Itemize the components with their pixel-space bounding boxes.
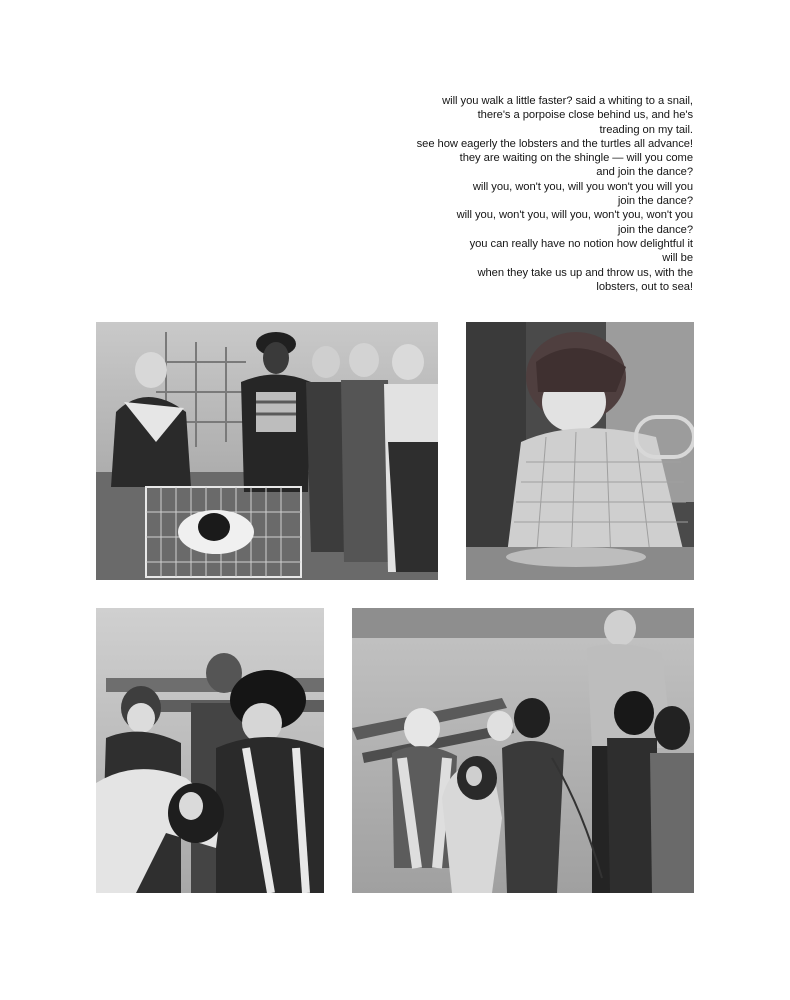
children-with-caged-rabbit-photo: [96, 322, 438, 580]
poem-line-7: will you, won't you, will you won't you will you: [472, 180, 693, 193]
poem-line-3: treading on my tail.: [599, 123, 693, 136]
poem-text-block: [400, 94, 693, 294]
children-petting-goat-photo: [96, 608, 324, 893]
children-with-goat-and-teacher-photo: [352, 608, 694, 893]
poem-line-11: you can really have no notion how delightful it: [469, 237, 693, 250]
poem-line-12: will be: [662, 252, 693, 265]
poem-line-13: when they take us up and throw us, with the: [477, 266, 693, 279]
poem-line-8: join the dance?: [617, 195, 693, 208]
poem-line-2: there's a porpoise close behind us, and he's: [477, 109, 693, 122]
poem-line-6: and join the dance?: [596, 166, 693, 179]
poem-line-9: will you, won't you, will you, won't you, won't you: [456, 209, 693, 222]
poem-line-5: they are waiting on the shingle — will you come: [459, 152, 693, 165]
poem-line-4: see how eagerly the lobsters and the turtles all advance!: [416, 137, 693, 150]
poem-line-10: join the dance?: [617, 223, 693, 236]
poem-line-14: lobsters, out to sea!: [596, 280, 693, 293]
poem-line-1: will you walk a little faster? said a whiting to a snail,: [442, 95, 693, 107]
child-at-table-photo: [466, 322, 694, 580]
